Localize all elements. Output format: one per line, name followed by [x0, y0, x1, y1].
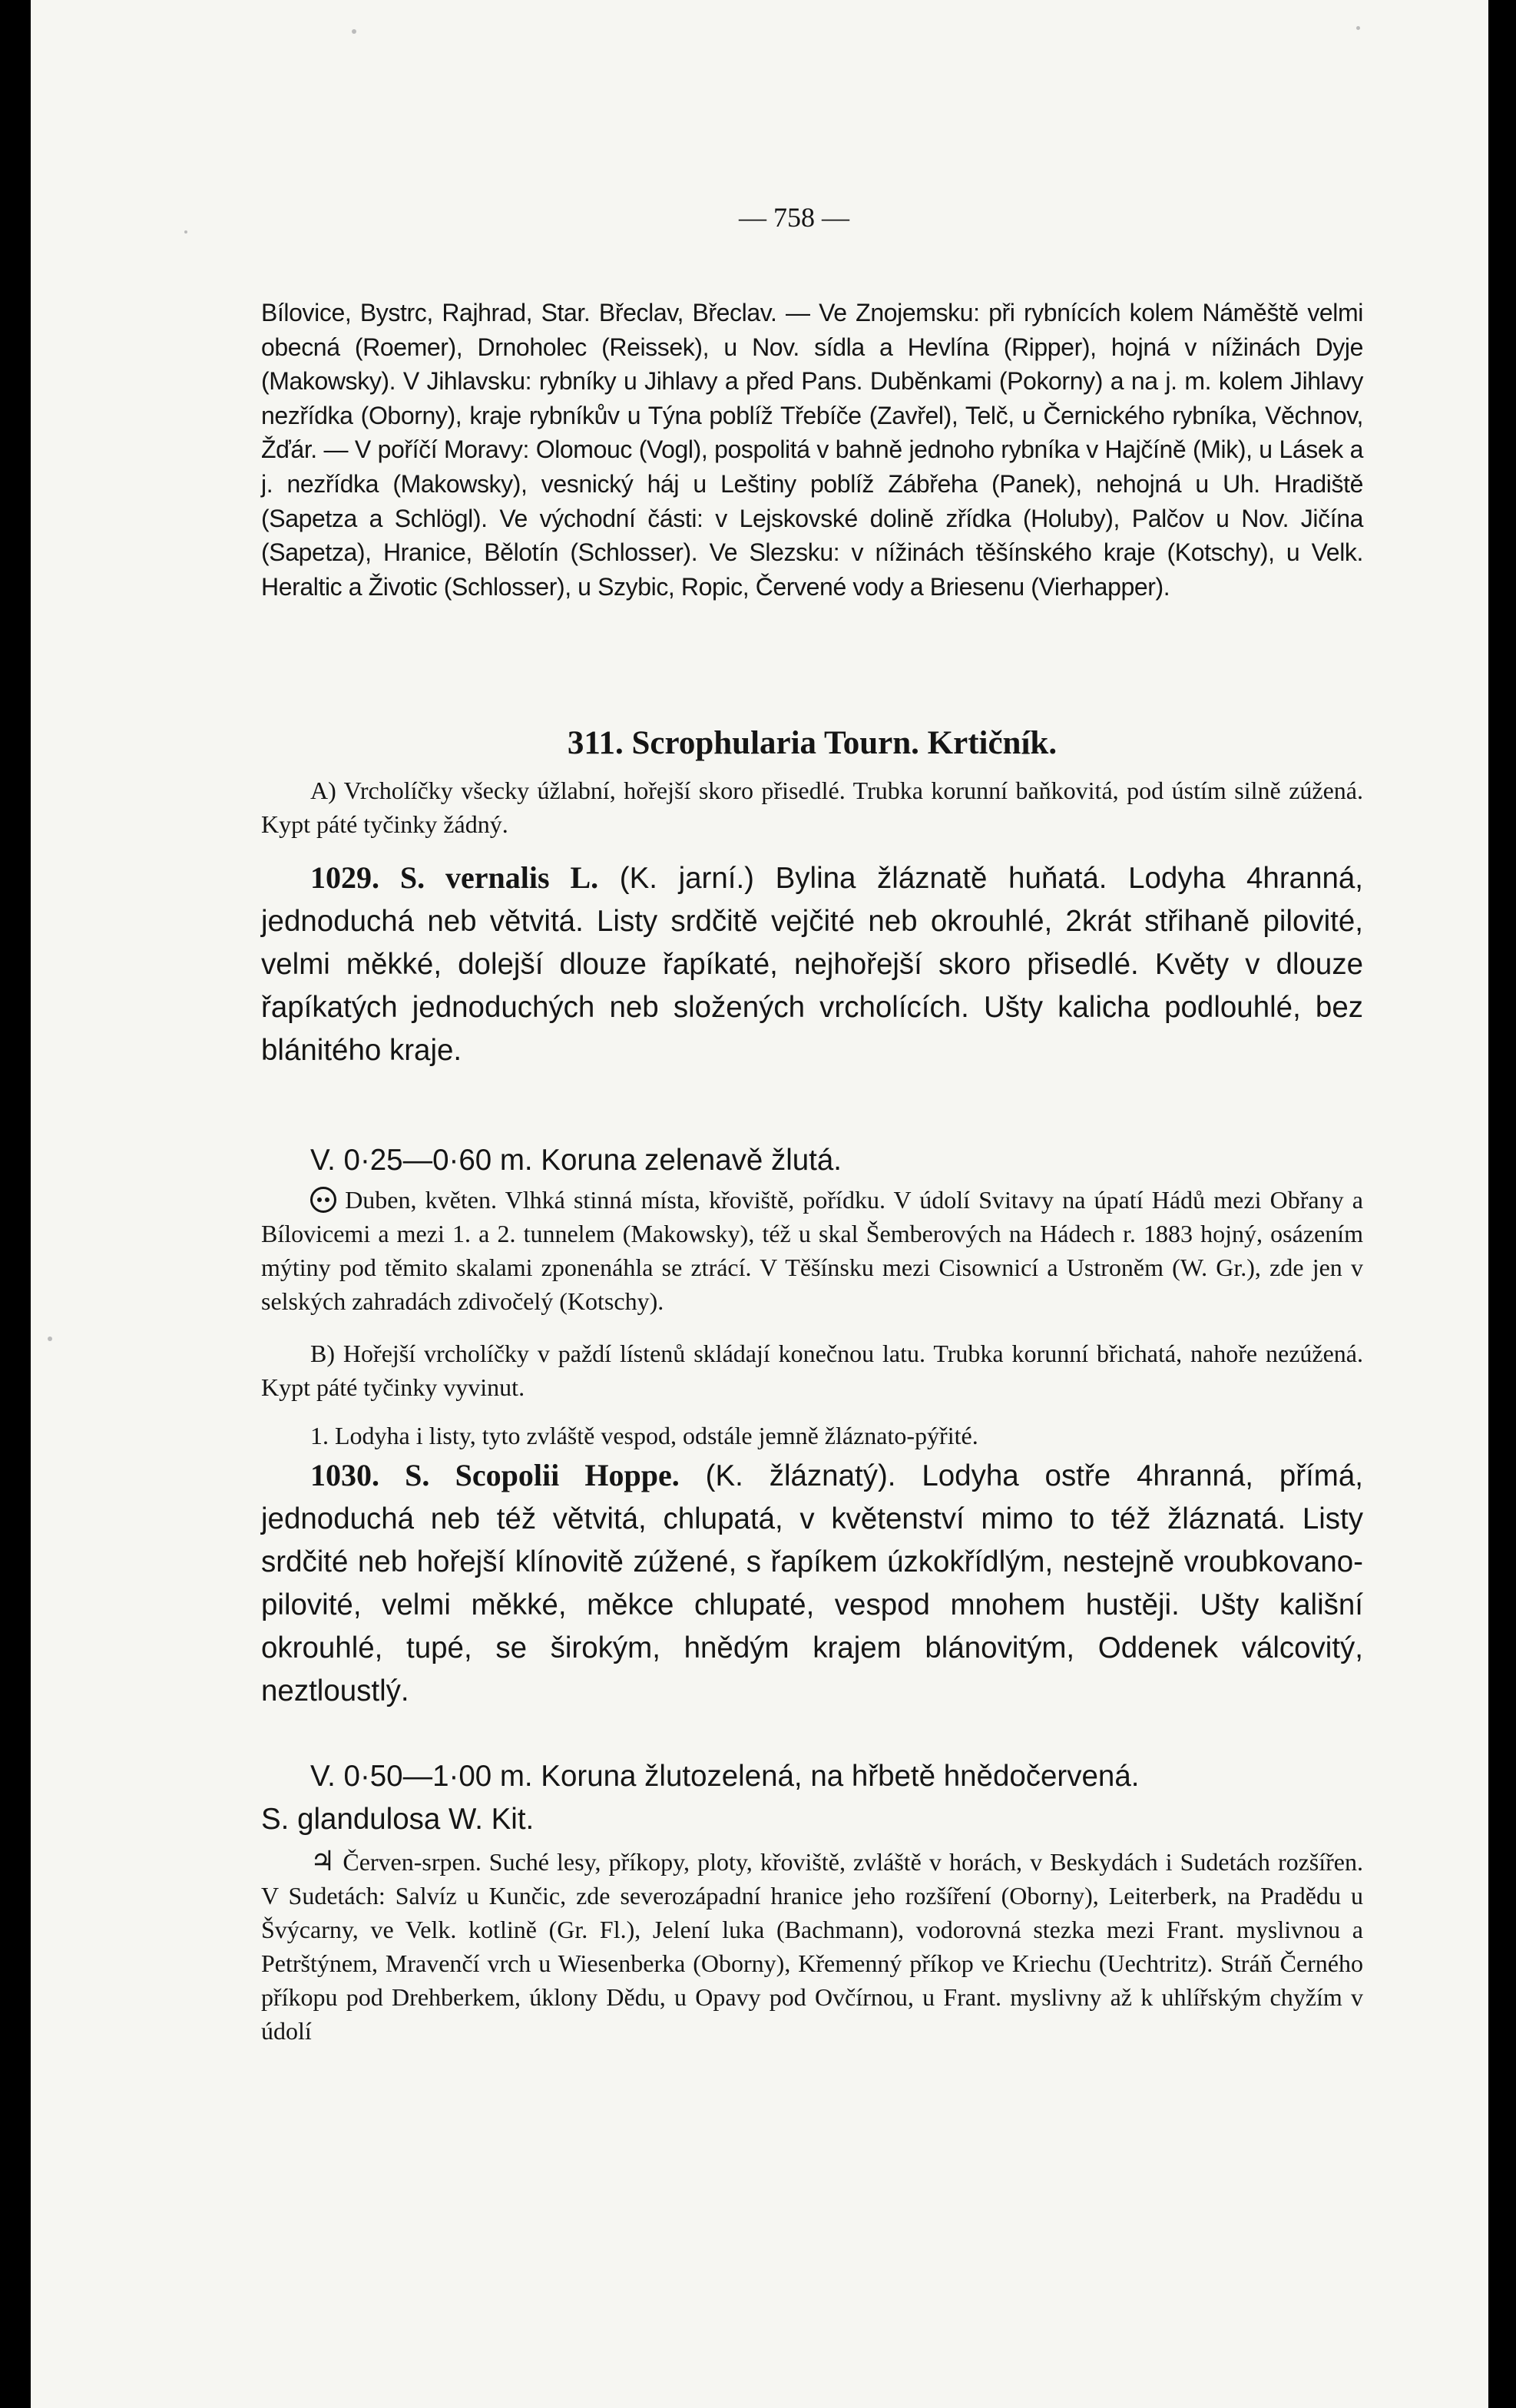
species-1030-habitat [261, 1845, 1363, 2048]
species-1030-size [261, 1755, 1363, 1841]
key-a-paragraph [261, 773, 1363, 841]
page-number: — 758 — [739, 202, 849, 233]
paragraph-text: B) Hořejší vrcholíčky v paždí lístenů skládají konečnou latu. Trubka korunní břichatá, nahoře nezúžená. Kypt páté tyčinky vyvinut. [261, 1340, 1363, 1401]
size-text: V. 0·25—0·60 m. Koruna zelenavě žlutá. [310, 1144, 842, 1177]
distribution-paragraph [261, 296, 1363, 604]
species-1029-habitat [261, 1183, 1363, 1318]
scan-speck [352, 29, 356, 34]
key-b-paragraph [261, 1336, 1363, 1404]
paragraph-text: Bílovice, Bystrc, Rajhrad, Star. Břeclav, Břeclav. — Ve Znojemsku: při rybnících kolem Náměště velmi obecná (Roemer), Drnoholec (Reissek), u Nov. sídla a Hevlína (Ripper), hojná v nížinách Dyje (Makowsky). V Jihlavsku: rybníky u Jihlavy a před Pans. Duběnkami (Pokorny) a na j. m. kolem Jihlavy nezřídka (Oborny), kraje rybníkův u Týna poblíž Třebíče (Zavřel), Telč, u Černického rybníka, Věchnov, Žďár. — V poříčí Moravy: Olomouc (Vogl), pospolitá v bahně jednoho rybníka v Hajčíně (Mik), u Lásek a j. nezřídka (Makowsky), vesnický háj u Leštiny poblíž Zábřeha (Panek), nehojná u Uh. Hradiště (Sapetza a Schlögl). Ve východní části: v Lejskovské dolině zřídka (Holuby), Palčov u Nov. Jičína (Sapetza), Hranice, Bělotín (Schlosser). Ve Slezsku: v nížinách těšínského kraje (Kotschy), u Velk. Heraltic a Životic (Schlosser), u Szybic, Ropic, Červené vody a Briesenu (Vierhapper). [261, 299, 1363, 601]
scan-speck [1356, 26, 1360, 30]
paragraph-text: 1. Lodyha i listy, tyto zvláště vespod, odstále jemně žláznato-pýřité. [310, 1422, 978, 1449]
synonym-text: S. glandulosa W. Kit. [261, 1803, 535, 1836]
perennial-symbol-icon: ♃ [310, 1846, 336, 1877]
key-1-line [261, 1419, 1363, 1452]
species-1030-description [261, 1454, 1363, 1713]
habitat-text: Duben, květen. Vlhká stinná místa, křoviště, pořídku. V údolí Svitavy na úpatí Hádů mezi Obřany a Bílovicemi a mezi 1. a 2. tunnelem (Makowsky), též u skal Šemberových na Hádech r. 1883 hojný, osázením mýtiny pod těmito skalami zponenáhla se ztrácí. V Těšínsku mezi Cisownicí a Ustroněm (W. Gr.), zde jen v selských zahradách zdivočelý (Kotschy). [261, 1186, 1364, 1315]
species-1029-description [261, 856, 1363, 1072]
species-name: 1029. S. vernalis L. [310, 860, 599, 895]
paragraph-text: A) Vrcholíčky všecky úžlabní, hořejší skoro přisedlé. Trubka korunní baňkovitá, pod ústím silně zúžená. Kypt páté tyčinky žádný. [261, 777, 1363, 838]
book-page [31, 0, 1488, 2408]
habitat-text: Červen-srpen. Suché lesy, příkopy, ploty, křoviště, zvláště v horách, v Beskydách i Sudetách rozšířen. V Sudetách: Salvíz u Kunčic, zde severozápadní hranice jeho rozšíření (Oborny), Leiterberk, na Pradědu u Švýcarny, ve Velk. kotlině (Gr. Fl.), Jelení luka (Bachmann), vodorovná stezka mezi Frant. myslivnou a Petrštýnem, Mravenčí vrch u Wiesenberka (Oborny), Křemenný příkop ve Kriechu (Uechtritz). Stráň Černého příkopu pod Drehberkem, úklony Dědu, u Opavy pod Ovčírnou, u Frant. myslivny až k uhlířským chyžím v údolí [261, 1848, 1364, 2045]
species-1029-size [261, 1139, 1363, 1182]
species-description-text: (K. žláznatý). Lodyha ostře 4hranná, přímá, jednoduchá neb též větvitá, chlupatá, v květenství mimo to též žláznatá. Listy srdčité neb hořejší klínovitě zúžené, s řapíkem úzkokřídlým, nestejně vroubkovano-pilovité, velmi měkké, měkce chlupaté, vespod mnohem hustěji. Ušty kališní okrouhlé, tupé, se širokým, hnědým krajem blánovitým, Oddenek válcovitý, neztloustlý. [261, 1459, 1363, 1707]
section-title: 311. Scrophularia Tourn. Krtičník. [567, 725, 1058, 761]
size-text: V. 0·50—1·00 m. Koruna žlutozelená, na hřbetě hnědočervená. [310, 1760, 1140, 1793]
species-description-text: (K. jarní.) Bylina žláznatě huňatá. Lodyha 4hranná, jednoduchá neb větvitá. Listy srdčitě vejčité neb okrouhlé, 2krát střihaně pilovité, velmi měkké, dolejší dlouze řapíkaté, nejhořejší skoro přisedlé. Květy v dlouze řapíkatých jednoduchých neb složených vrcholících. Ušty kalicha podlouhlé, bez blánitého kraje. [261, 862, 1364, 1067]
species-name: 1030. S. Scopolii Hoppe. [310, 1458, 680, 1492]
biennial-symbol-icon [310, 1187, 336, 1213]
scan-speck [48, 1336, 52, 1341]
